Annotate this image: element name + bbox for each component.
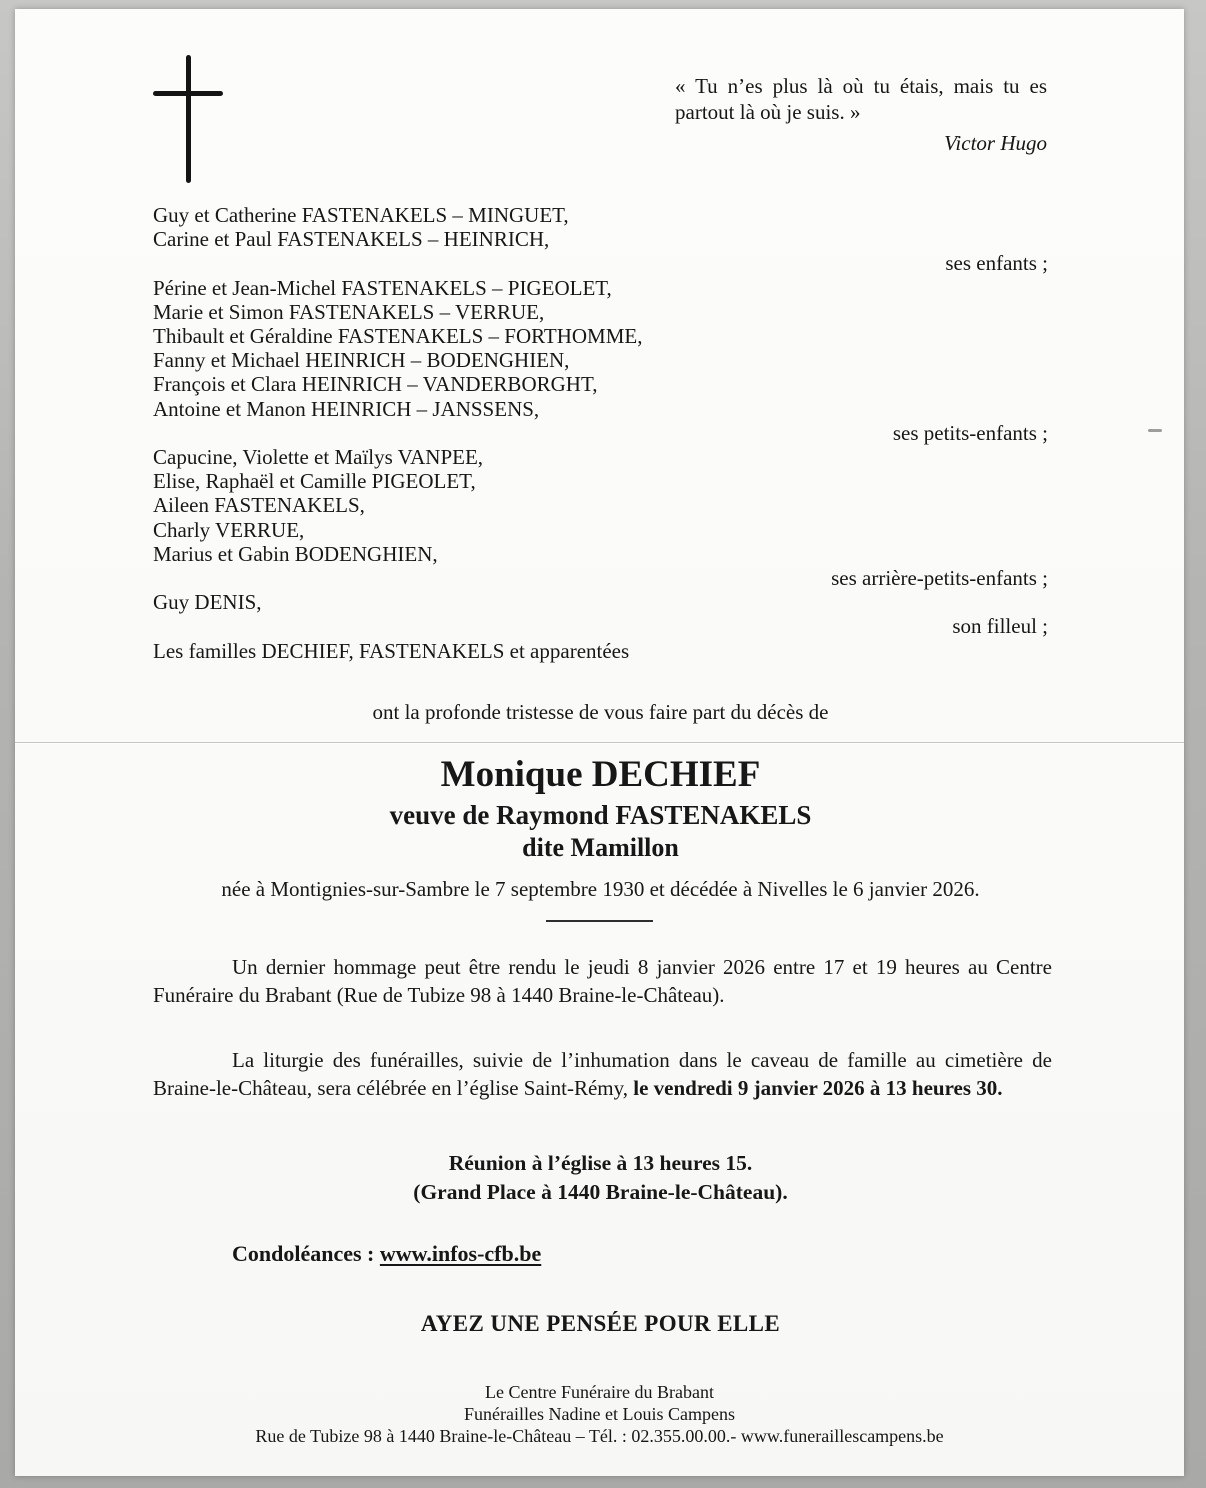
deceased-name: Monique DECHIEF: [440, 754, 761, 795]
family-name-line: François et Clara HEINRICH – VANDERBORGHT,: [153, 372, 598, 397]
family-name-line: Antoine et Manon HEINRICH – JANSSENS,: [153, 396, 540, 421]
families-line: Les familles DECHIEF, FASTENAKELS et apparentées: [153, 638, 630, 663]
relation-label-petits-enfants: ses petits-enfants ;: [892, 420, 1048, 445]
viewing-paragraph: Un dernier hommage peut être rendu le jeudi 8 janvier 2026 entre 17 et 19 heures au Centre Funéraire du Brabant (Rue de Tubize 98 à 1440 Braine-le-Château).: [153, 955, 1052, 1007]
family-name-line: Guy DENIS,: [153, 590, 262, 615]
quote-text: « Tu n’es plus là où tu étais, mais tu es partout là où je suis. »: [675, 74, 1047, 124]
family-name-line: Charly VERRUE,: [153, 517, 305, 542]
liturgy-text: La liturgie des funérailles, suivie de l’inhumation dans le caveau de famille au cimetière de Braine-le-Château, sera célébrée en l’église Saint-Rémy,: [153, 1048, 1052, 1100]
quote-author: Victor Hugo: [944, 131, 1047, 155]
liturgy-date-emphasis: le vendredi 9 janvier 2026 à 13 heures 30.: [633, 1076, 1003, 1100]
relation-label-arriere-petits-enfants: ses arrière-petits-enfants ;: [831, 566, 1048, 591]
family-name-line: Marius et Gabin BODENGHIEN,: [153, 541, 438, 566]
fold-crease: [15, 742, 1184, 743]
nickname-line: dite Mamillon: [522, 833, 679, 862]
family-name-line: Fanny et Michael HEINRICH – BODENGHIEN,: [153, 348, 570, 373]
family-name-line: Capucine, Violette et Maïlys VANPEE,: [153, 445, 484, 470]
opening-quote: [675, 73, 1047, 156]
relation-label-filleul: son filleul ;: [952, 614, 1048, 639]
family-name-line: Guy et Catherine FASTENAKELS – MINGUET,: [153, 203, 569, 227]
life-dates-line: née à Montignies-sur-Sambre le 7 septembre 1930 et décédée à Nivelles le 6 janvier 2026.: [221, 877, 980, 901]
cross-vertical-bar: [186, 55, 191, 183]
section-divider: [546, 920, 653, 922]
family-name-line: Périne et Jean-Michel FASTENAKELS – PIGEOLET,: [153, 275, 612, 300]
scanned-page: [15, 9, 1184, 1476]
family-name-line: Aileen FASTENAKELS,: [153, 493, 365, 518]
family-name-line: Marie et Simon FASTENAKELS – VERRUE,: [153, 299, 545, 324]
funeral-home-footer: [15, 1381, 1184, 1447]
relation-label-enfants: ses enfants ;: [945, 251, 1048, 276]
family-name-line: Carine et Paul FASTENAKELS – HEINRICH,: [153, 227, 550, 252]
reunion-place-line: (Grand Place à 1440 Braine-le-Château).: [413, 1180, 788, 1204]
family-name-line: Elise, Raphaël et Camille PIGEOLET,: [153, 469, 476, 494]
closing-line: AYEZ UNE PENSÉE POUR ELLE: [420, 1311, 781, 1336]
reunion-block: [153, 1149, 1048, 1207]
funeral-home-address: Rue de Tubize 98 à 1440 Braine-le-Château – Tél. : 02.355.00.00.- www.funeraillescampens.be: [255, 1426, 944, 1446]
liturgy-paragraph: [153, 1046, 1052, 1102]
condolences-label: Condoléances :: [232, 1241, 380, 1266]
condolences-link: www.infos-cfb.be: [379, 1241, 542, 1266]
reunion-time-line: Réunion à l’église à 13 heures 15.: [448, 1151, 753, 1175]
family-name-line: Thibault et Géraldine FASTENAKELS – FORTHOMME,: [153, 324, 643, 349]
memorial-cross-icon: [153, 55, 223, 183]
funeral-home-name: Le Centre Funéraire du Brabant: [485, 1382, 714, 1402]
condolences-line: [232, 1241, 541, 1267]
scan-artifact: [1148, 429, 1162, 432]
funeral-home-owners: Funérailles Nadine et Louis Campens: [464, 1404, 735, 1424]
announcement-line: ont la profonde tristesse de vous faire part du décès de: [372, 700, 829, 724]
family-list: [153, 203, 1048, 663]
cross-horizontal-bar: [153, 91, 223, 96]
widow-line: veuve de Raymond FASTENAKELS: [389, 800, 812, 830]
